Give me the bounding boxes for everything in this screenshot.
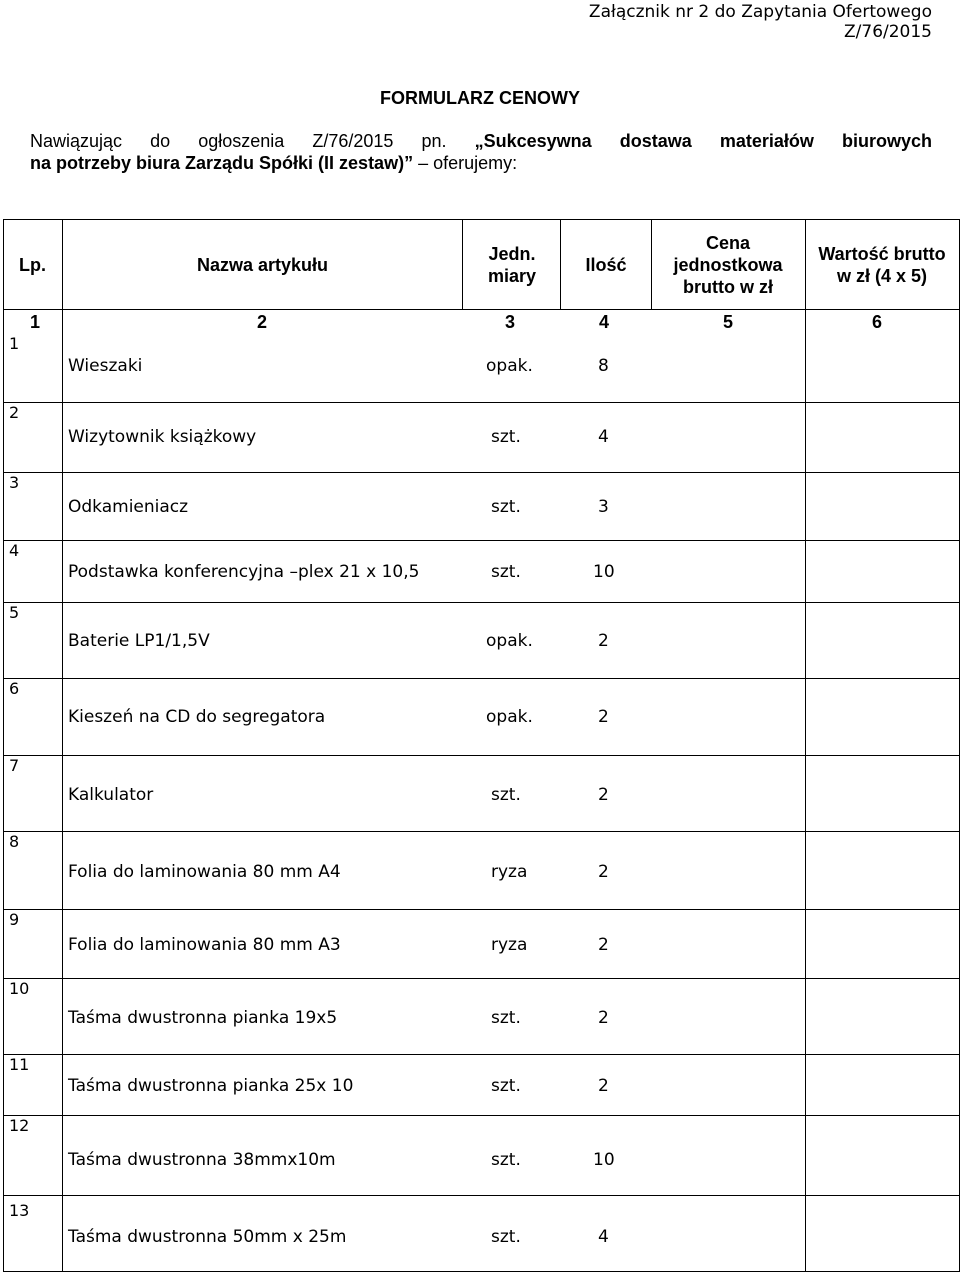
item-quantity: 2 <box>598 631 609 651</box>
item-name: Podstawka konferencyjna –plex 21 x 10,5 <box>68 562 420 582</box>
item-unit: opak. <box>486 631 533 651</box>
header-lp: Lp. <box>19 254 46 275</box>
intro-subject-1: „Sukcesywna dostawa materiałów biurowych <box>474 131 932 151</box>
item-unit: opak. <box>486 356 533 376</box>
item-unit: szt. <box>491 1150 521 1170</box>
item-unit: ryza <box>491 862 528 882</box>
header-qty: Ilość <box>585 254 627 275</box>
item-name: Taśma dwustronna 38mmx10m <box>68 1150 336 1170</box>
value-cell[interactable] <box>806 910 959 978</box>
header-value: Wartość brutto w zł (4 x 5) <box>818 243 946 286</box>
item-quantity: 4 <box>598 427 609 447</box>
value-cell[interactable] <box>806 603 959 678</box>
value-cell[interactable] <box>806 473 959 540</box>
item-quantity: 10 <box>593 562 615 582</box>
value-cell[interactable] <box>806 1196 959 1271</box>
row-number: 3 <box>9 473 20 492</box>
value-cell[interactable] <box>806 310 959 402</box>
item-quantity: 4 <box>598 1227 609 1247</box>
col-divider <box>651 219 652 310</box>
row-number: 11 <box>9 1055 30 1074</box>
item-name: Kalkulator <box>68 785 154 805</box>
column-number: 1 <box>30 312 41 332</box>
intro-suffix: – oferujemy: <box>413 153 518 173</box>
item-quantity: 2 <box>598 935 609 955</box>
row-number: 10 <box>9 979 30 998</box>
item-unit: szt. <box>491 562 521 582</box>
column-number: 4 <box>599 312 610 332</box>
column-number: 6 <box>872 312 883 332</box>
row-number: 2 <box>9 403 20 422</box>
item-name: Wizytownik książkowy <box>68 427 257 447</box>
header-price: Cena jednostkowa brutto w zł <box>673 232 783 297</box>
table-border-bottom <box>3 1271 959 1272</box>
column-number: 3 <box>505 312 516 332</box>
item-name: Odkamieniacz <box>68 497 189 517</box>
intro-subject-2: na potrzeby biura Zarządu Spółki (II zestaw)” <box>30 153 414 173</box>
column-number: 5 <box>723 312 734 332</box>
value-cell[interactable] <box>806 679 959 755</box>
value-cell[interactable] <box>806 403 959 472</box>
item-unit: szt. <box>491 785 521 805</box>
col-divider <box>62 219 63 1272</box>
item-name: Taśma dwustronna 50mm x 25m <box>68 1227 347 1247</box>
item-unit: szt. <box>491 1076 521 1096</box>
item-name: Folia do laminowania 80 mm A4 <box>68 862 341 882</box>
header-unit: Jedn. miary <box>487 243 537 286</box>
item-quantity: 8 <box>598 356 609 376</box>
row-number: 12 <box>9 1116 30 1135</box>
header-name: Nazwa artykułu <box>196 254 329 275</box>
item-unit: szt. <box>491 427 521 447</box>
value-cell[interactable] <box>806 541 959 602</box>
row-number: 7 <box>9 756 20 775</box>
item-quantity: 2 <box>598 862 609 882</box>
item-name: Taśma dwustronna pianka 25x 10 <box>68 1076 354 1096</box>
row-number: 5 <box>9 603 20 622</box>
item-quantity: 2 <box>598 785 609 805</box>
item-quantity: 10 <box>593 1150 615 1170</box>
value-cell[interactable] <box>806 756 959 831</box>
value-cell[interactable] <box>806 979 959 1054</box>
intro-line-1 <box>30 131 932 152</box>
intro-prefix: Nawiązując do ogłoszenia Z/76/2015 pn. <box>30 131 447 151</box>
item-unit: szt. <box>491 497 521 517</box>
item-name: Baterie LP1/1,5V <box>68 631 210 651</box>
item-unit: szt. <box>491 1227 521 1247</box>
col-divider <box>462 219 463 310</box>
item-quantity: 2 <box>598 1076 609 1096</box>
attachment-line: Załącznik nr 2 do Zapytania Ofertowego <box>588 2 932 22</box>
row-number: 1 <box>9 334 20 353</box>
value-cell[interactable] <box>806 1055 959 1115</box>
row-number: 13 <box>9 1201 30 1220</box>
column-number: 2 <box>257 312 268 332</box>
item-quantity: 3 <box>598 497 609 517</box>
item-quantity: 2 <box>598 707 609 727</box>
row-number: 6 <box>9 679 20 698</box>
item-unit: szt. <box>491 1008 521 1028</box>
intro-line-2 <box>30 153 517 174</box>
item-name: Kieszeń na CD do segregatora <box>68 707 326 727</box>
item-quantity: 2 <box>598 1008 609 1028</box>
row-number: 8 <box>9 832 20 851</box>
value-cell[interactable] <box>806 1116 959 1195</box>
item-name: Folia do laminowania 80 mm A3 <box>68 935 341 955</box>
row-number: 4 <box>9 541 20 560</box>
row-number: 9 <box>9 910 20 929</box>
item-name: Taśma dwustronna pianka 19x5 <box>68 1008 338 1028</box>
reference-number: Z/76/2015 <box>844 22 932 42</box>
item-unit: opak. <box>486 707 533 727</box>
value-cell[interactable] <box>806 832 959 909</box>
page-title: FORMULARZ CENOWY <box>380 88 580 108</box>
item-unit: ryza <box>491 935 528 955</box>
table-border-left <box>3 219 4 1272</box>
item-name: Wieszaki <box>68 356 143 376</box>
